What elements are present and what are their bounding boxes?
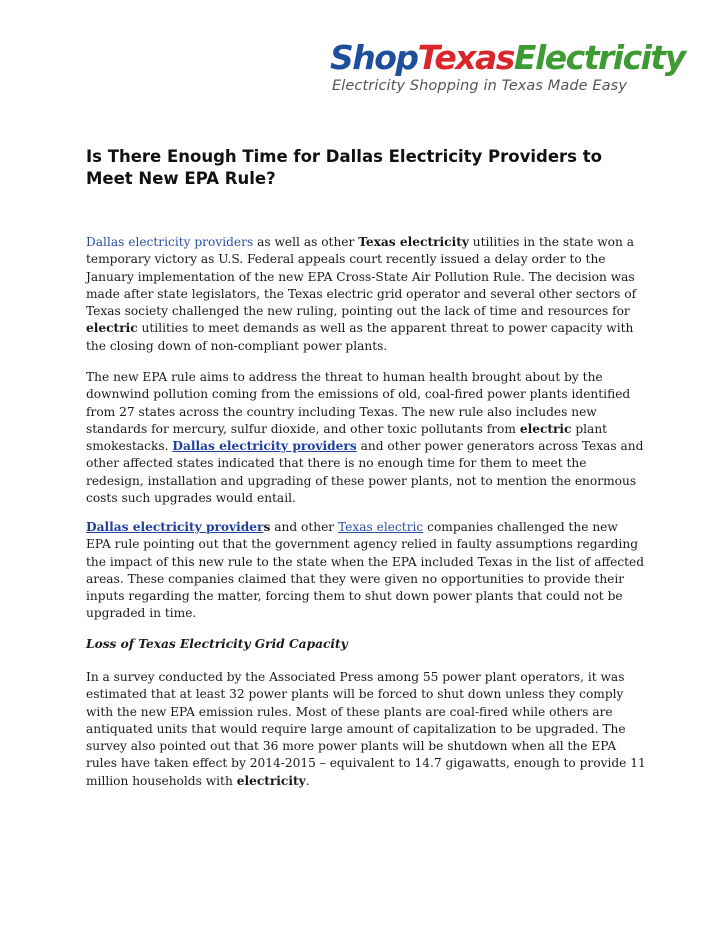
logo-part-texas: Texas xyxy=(417,38,514,77)
text-run: companies challenged the new EPA rule pointing out that the government agency relied in faulty assumptions regarding the impact of this new rule to the state when the EPA included Texas in the list of affected areas. These companies claimed that they were given no opportunities to provide their inputs regarding the matter, forcing them to shut down power plants that could not be upgraded in time. xyxy=(86,520,645,621)
text-run: utilities to meet demands as well as the apparent threat to power capacity with the closing down of non-compliant power plants. xyxy=(86,321,634,353)
bold-run: electric xyxy=(86,321,138,336)
text-run: The new EPA rule aims to address the threat to human health brought about by the downwind pollution coming from the emissions of old, coal-fired power plants identified from 27 states across the country including Texas. The new rule also includes new standards for mercury, sulfur dioxide, and other toxic pollutants from xyxy=(86,370,631,436)
text-run: and other power generators across Texas and other affected states indicated that there is no enough time for them to meet the redesign, installation and upgrading of these power plants, not to mention the enormous costs such upgrades would entail. xyxy=(86,439,644,506)
logo-tagline: Electricity Shopping in Texas Made Easy xyxy=(332,78,627,94)
text-run: and other xyxy=(270,520,338,534)
text-run: . xyxy=(305,773,310,788)
texas-electric-link[interactable]: Texas electric xyxy=(338,520,424,534)
text-run: as well as other xyxy=(253,235,359,249)
text-run: utilities in the state won a temporary victory as U.S. Federal appeals court recently issued a delay order to the January implementation of the new EPA Cross-State Air Pollution Rule. The decision was made after state legislators, the Texas electric grid operator and several other sectors of Texas society challenged the new ruling, pointing out the lack of time and resources for xyxy=(86,235,637,319)
text-run: plant smokestacks. xyxy=(86,421,608,454)
text-run: In a survey conducted by the Associated Press among 55 power plant operators, it was estimated that at least 32 power plants will be forced to shut down unless they comply with the new EPA emission rules. Most of these plants are coal-fired while others are antiquated units that would require large amount of capitalization to be upgraded. The survey also pointed out that 36 more power plants will be shutdown when all the EPA rules have taken effect by 2014-2015 – equivalent to 14.7 gigawatts, enough to provide 11 million households with xyxy=(86,670,646,788)
logo-part-shop: Shop xyxy=(330,38,418,77)
bold-run: electric xyxy=(519,421,572,436)
shop-texas-electricity-logo[interactable] xyxy=(326,38,685,104)
paragraph-1 xyxy=(86,234,646,355)
section-subheading: Loss of Texas Electricity Grid Capacity xyxy=(86,637,348,651)
paragraph-5 xyxy=(86,669,646,790)
dallas-electricity-provider-link[interactable]: Dallas electricity provider xyxy=(86,520,264,534)
dallas-electricity-providers-link[interactable]: Dallas electricity providers xyxy=(172,439,357,454)
paragraph-3 xyxy=(86,519,646,623)
article-title: Is There Enough Time for Dallas Electricity Providers to Meet New EPA Rule? xyxy=(86,147,602,188)
logo-part-electricity: Electricity xyxy=(513,38,685,77)
dallas-electricity-providers-link[interactable]: Dallas electricity providers xyxy=(86,235,254,249)
bold-run: electricity xyxy=(236,773,306,788)
bold-run: Texas electricity xyxy=(358,235,469,249)
paragraph-2 xyxy=(86,369,646,507)
bold-run: s xyxy=(263,520,271,534)
